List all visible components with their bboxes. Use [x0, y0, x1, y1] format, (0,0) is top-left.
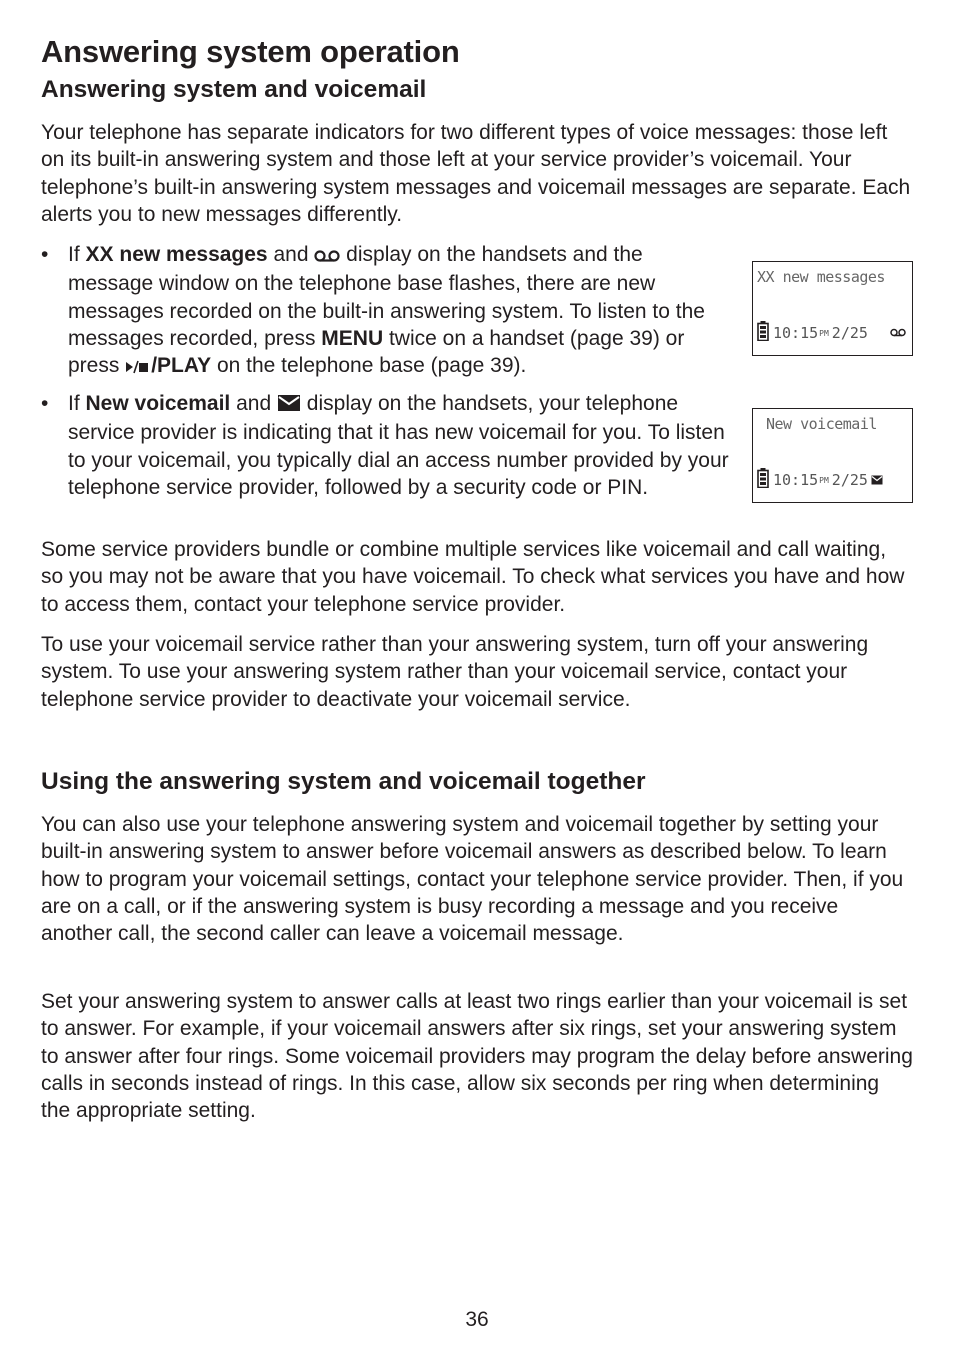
bullet-new-voicemail	[41, 390, 731, 501]
handset-screen-new-messages	[752, 261, 913, 356]
screen-time: 10:15	[773, 471, 819, 489]
bullet-new-messages-text: If XX new messages and display on the handsets and the message window on the telephone base flashes, there are new messages recorded on the built-in answering system. To listen to the messages recorded, press MENU twice on a handset (page 39) or press /PLAY on the telephone base (page 39).	[68, 241, 731, 381]
section-heading-answering-system: Answering system and voicemail	[41, 76, 427, 103]
screen-ampm: PM	[819, 328, 829, 338]
tape-icon	[890, 322, 906, 341]
battery-icon	[757, 321, 769, 345]
screen-date: 2/25	[831, 324, 868, 342]
bullet-new-voicemail-text: If New voicemail and display on the handsets, your telephone service provider is indicating that it has new voicemail for you. To listen to your voicemail, you typically dial an access number provided by your telephone service provider, followed by a security code or PIN.	[68, 392, 729, 499]
screen-time: 10:15	[773, 324, 819, 342]
handset-screen-new-voicemail	[752, 408, 913, 503]
bullet-new-messages	[41, 241, 731, 381]
battery-icon	[757, 468, 769, 492]
play-stop-icon	[125, 354, 151, 381]
screen-line-messages: XX new messages	[757, 268, 885, 286]
screen-ampm: PM	[819, 475, 829, 485]
voicemail-vs-answering-paragraph: To use your voicemail service rather than your answering system, turn off your answering system. To use your answering system rather than your voicemail service, contact your telephone service provider to deactivate your voicemail service.	[41, 633, 869, 711]
ring-settings-paragraph: Set your answering system to answer calls at least two rings earlier than your voicemail is set to answer. For example, if your voicemail answers after six rings, set your answering system to answer after four rings. Some voicemail providers may program the delay before answering calls in seconds instead of rings. In this case, allow six seconds per ring when determining the appropriate setting.	[41, 990, 913, 1123]
intro-paragraph: Your telephone has separate indicators for two different types of voice messages: those left on its built-in answering system and those left at your service provider’s voicemail. Your telephone’s built-in answering system messages and voicemail messages are separate. Each alerts you to new messages differently.	[41, 121, 911, 226]
envelope-icon	[871, 471, 883, 489]
page-title: Answering system operation	[41, 34, 460, 69]
page-number: 36	[465, 1308, 489, 1331]
bullet-dot: •	[41, 243, 49, 266]
envelope-icon	[277, 392, 301, 419]
screen-line-voicemail: New voicemail	[766, 415, 877, 433]
using-together-paragraph: You can also use your telephone answering system and voicemail together by setting your built-in answering system to answer before voicemail answers as described below. To learn how to program your voicemail settings, contact your telephone service provider. Then, if you are on a call, or if the answering system is busy recording a message and you receive another call, the second caller can leave a voicemail message.	[41, 813, 904, 946]
screen-date: 2/25	[831, 471, 868, 489]
screen-status-line	[757, 321, 868, 345]
section-heading-using-together: Using the answering system and voicemail together	[41, 768, 646, 795]
tape-icon	[314, 243, 340, 270]
screen-status-line	[757, 468, 883, 492]
service-providers-paragraph: Some service providers bundle or combine multiple services like voicemail and call waiting, so you may not be aware that you have voicemail. To check what services you have and how to access them, contact your telephone service provider.	[41, 538, 905, 616]
bullet-dot: •	[41, 392, 49, 415]
